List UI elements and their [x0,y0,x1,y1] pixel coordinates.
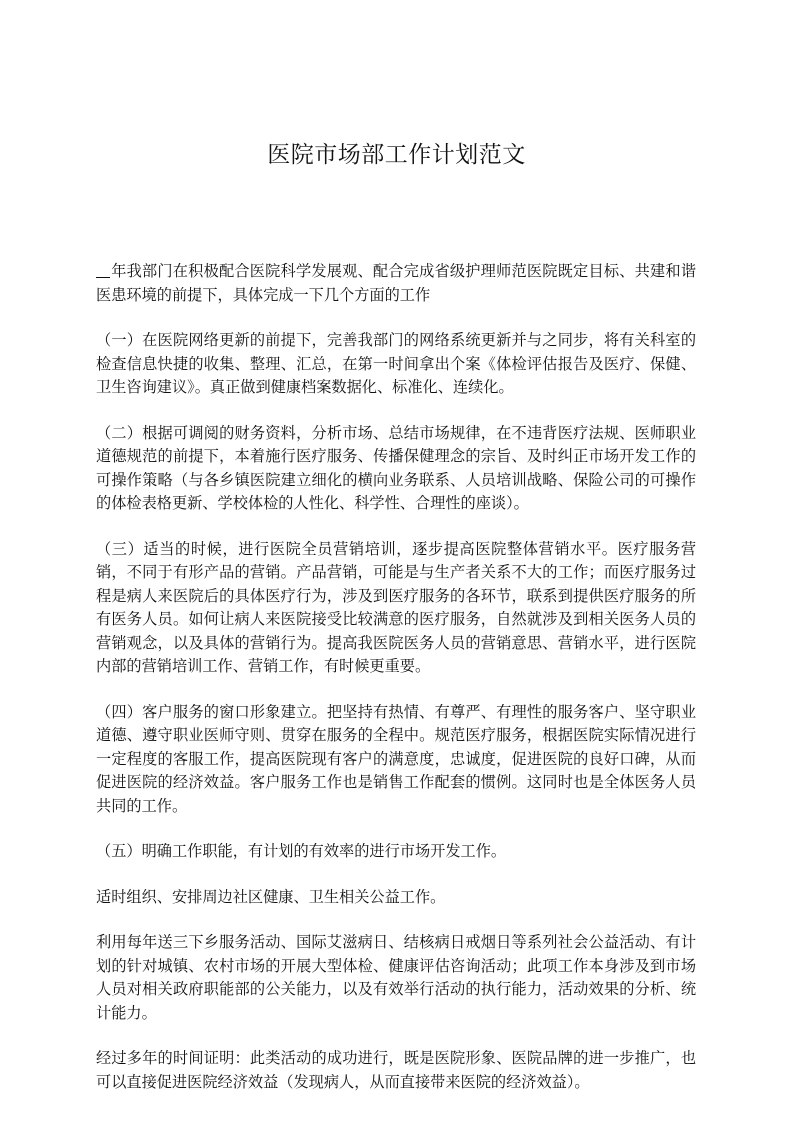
intro-paragraph [96,260,696,307]
paragraph-7: 利用每年送三下乡服务活动、国际艾滋病日、结核病日戒烟日等系列社会公益活动、有计划的针对城镇、农村市场的开展大型体检、健康评估咨询活动；此项工作本身涉及到市场人员对相关政府职能部的公关能力，以及有效举行活动的执行能力，活动效果的分析、统计能力。 [96,933,696,1022]
paragraph-2: （二）根据可调阅的财务资料，分析市场、总结市场规律，在不违背医疗法规、医师职业道德规范的前提下，本着施行医疗服务、传播保健理念的宗旨、及时纠正市场开发工作的可操作策略（与各乡镇医院建立细化的横向业务联系、人员培训战略、保险公司的可操作的体检表格更新、学校体检的人性化、科学性、合理性的座谈）。 [96,423,696,512]
document-body [96,260,696,1116]
paragraph-6: 适时组织、安排周边社区健康、卫生相关公益工作。 [96,887,446,906]
paragraph-5: （五）明确工作职能，有计划的有效率的进行市场开发工作。 [96,842,507,860]
year-blank [96,263,110,278]
paragraph-8: 经过多年的时间证明：此类活动的成功进行，既是医院形象、医院品牌的进一步推广，也可以直接促进医院经济效益（发现病人，从而直接带来医院的经济效益）。 [96,1049,696,1091]
document-title: 医院市场部工作计划范文 [267,142,526,168]
intro-text: 年我部门在积极配合医院科学发展观、配合完成省级护理师范医院既定目标、共建和谐医患环境的前提下，具体完成一下几个方面的工作 [96,262,696,304]
paragraph-4: （四）客户服务的窗口形象建立。把坚持有热情、有尊严、有理性的服务客户、坚守职业道德、遵守职业医师守则、贯穿在服务的全程中。规范医疗服务，根据医院实际情况进行一定程度的客服工作，提高医院现有客户的满意度，忠诚度，促进医院的良好口碑，从而促进医院的经济效益。客户服务工作也是销售工作配套的惯例。这同时也是全体医务人员共同的工作。 [96,702,696,815]
paragraph-3: （三）适当的时候，进行医院全员营销培训，逐步提高医院整体营销水平。医疗服务营销，不同于有形产品的营销。产品营销，可能是与生产者关系不大的工作；而医疗服务过程是病人来医院后的具体医疗行为，涉及到医疗服务的各环节，联系到提供医疗服务的所有医务人员。如何让病人来医院接受比较满意的医疗服务，自然就涉及到相关医务人员的营销观念，以及具体的营销行为。提高我医院医务人员的营销意思、营销水平，进行医院内部的营销培训工作、营销工作，有时候更重要。 [96,539,696,675]
paragraph-1: （一）在医院网络更新的前提下，完善我部门的网络系统更新并与之同步，将有关科室的检查信息快捷的收集、整理、汇总，在第一时间拿出个案《体检评估报告及医疗、保健、卫生咨询建议》。真正做到健康档案数据化、标准化、连续化。 [96,331,696,396]
